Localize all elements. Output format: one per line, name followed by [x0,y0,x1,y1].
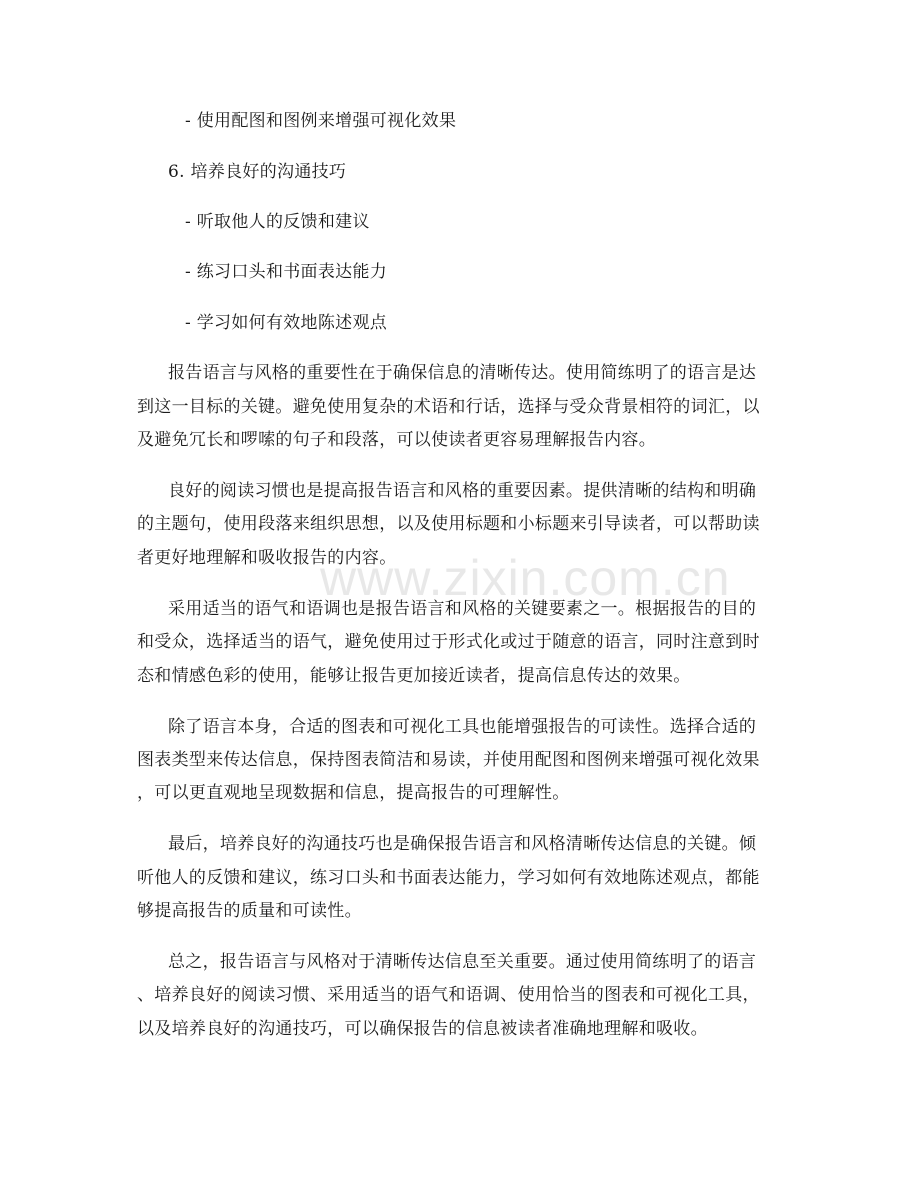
paragraph-line: 听他人的反馈和建议，练习口头和书面表达能力，学习如何有效地陈述观点，都能 [137,868,760,888]
paragraph-line: 到这一目标的关键。避免使用复杂的术语和行话，选择与受众背景相符的词汇，以 [137,397,760,417]
paragraph-line: ，可以更直观地呈现数据和信息，提高报告的可理解性。 [137,783,570,803]
paragraph-line: 以及培养良好的沟通技巧，可以确保报告的信息被读者准确地理解和吸收。 [137,1019,708,1039]
paragraph-line: 图表类型来传达信息，保持图表简洁和易读，并使用配图和图例来增强可视化效果 [137,750,760,770]
paragraph-line: 、培养良好的阅读习惯、采用适当的语气和语调、使用恰当的图表和可视化工具， [137,985,760,1005]
list-item: - 练习口头和书面表达能力 [185,262,388,282]
section-heading-communication: 6. 培养良好的沟通技巧 [168,162,347,182]
list-item: - 听取他人的反馈和建议 [185,212,370,232]
list-item-visual: - 使用配图和图例来增强可视化效果 [185,111,457,131]
paragraph-line: 者更好地理解和吸收报告的内容。 [137,548,397,568]
paragraph-line: 采用适当的语气和语调也是报告语言和风格的关键要素之一。根据报告的目的 [168,599,757,619]
paragraph-line: 和受众，选择适当的语气，避免使用过于形式化或过于随意的语言，同时注意到时 [137,632,760,652]
paragraph-line: 报告语言与风格的重要性在于确保信息的清晰传达。使用简练明了的语言是达 [168,363,757,383]
paragraph-line: 除了语言本身，合适的图表和可视化工具也能增强报告的可读性。选择合适的 [168,717,757,737]
watermark-text: www.zixin.com.cn [320,550,731,606]
paragraph-line: 良好的阅读习惯也是提高报告语言和风格的重要因素。提供清晰的结构和明确 [168,481,757,501]
paragraph-line: 最后，培养良好的沟通技巧也是确保报告语言和风格清晰传达信息的关键。倾 [168,834,757,854]
paragraph-line: 够提高报告的质量和可读性。 [137,901,362,921]
list-item: - 学习如何有效地陈述观点 [185,313,388,333]
paragraph-line: 态和情感色彩的使用，能够让报告更加接近读者，提高信息传达的效果。 [137,666,691,686]
paragraph-line: 总之，报告语言与风格对于清晰传达信息至关重要。通过使用简练明了的语言 [168,952,757,972]
paragraph-line: 及避免冗长和啰嗦的句子和段落，可以使读者更容易理解报告内容。 [137,430,656,450]
paragraph-line: 的主题句，使用段落来组织思想，以及使用标题和小标题来引导读者，可以帮助读 [137,514,760,534]
